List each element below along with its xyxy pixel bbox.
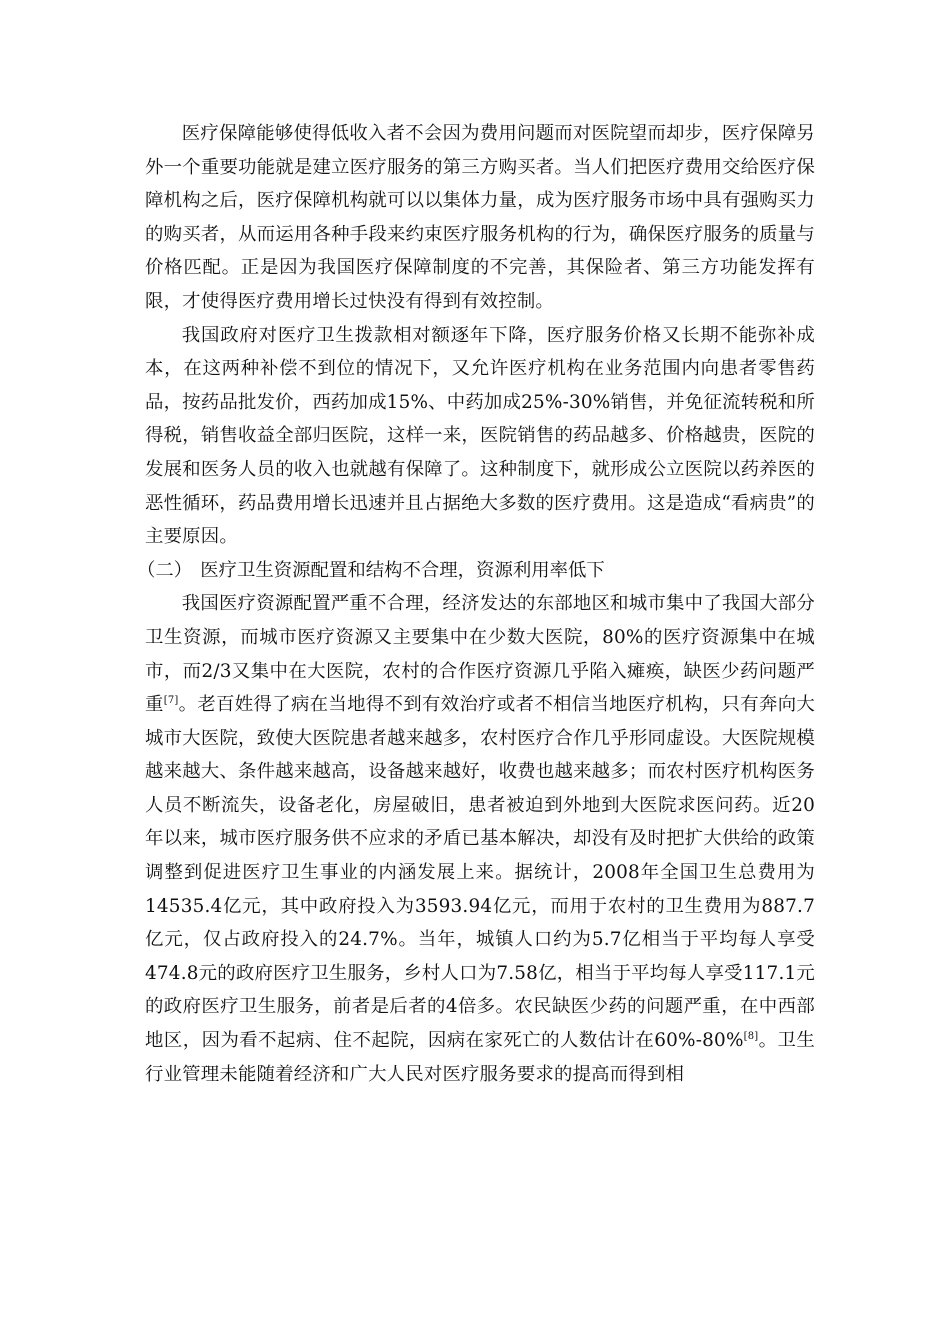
paragraph-text-part: 。卫生行业管理未能随着经济和广大人民对医疗服务要求的提高而得到相	[145, 1030, 815, 1085]
section-heading	[137, 554, 815, 588]
paragraph-resource-allocation	[145, 587, 815, 1091]
citation-ref: [7]	[163, 694, 179, 706]
paragraph-text-part: 。老百姓得了病在当地得不到有效治疗或者不相信当地医疗机构，只有奔向大城市大医院，致使大医院患者越来越多，农村医疗合作几乎形同虚设。大医院规模越来越大、条件越来越高，设备越来越好，收费也越来越多；而农村医疗机构医务人员不断流失，设备老化，房屋破旧，患者被迫到外地到大医院求医问药。近20年以来，城市医疗服务供不应求的矛盾已基本解决，却没有及时把扩大供给的政策调整到促进医疗卫生事业的内涵发展上来。据统计，2008年全国卫生总费用为14535.4亿元，其中政府投入为3593.94亿元，而用于农村的卫生费用为887.7亿元，仅占政府投入的24.7%。当年，城镇人口约为5.7亿相当于平均每人享受474.8元的政府医疗卫生服务，乡村人口为7.58亿，相当于平均每人享受117.1元的政府医疗卫生服务，前者是后者的4倍多。农民缺医少药的问题严重，在中西部地区，因为看不起病、住不起院，因病在家死亡的人数估计在60%-80%	[145, 694, 815, 1052]
paragraph-medical-insurance: 医疗保障能够使得低收入者不会因为费用问题而对医院望而却步，医疗保障另外一个重要功能就是建立医疗服务的第三方购买者。当人们把医疗费用交给医疗保障机构之后，医疗保障机构就可以以集体力量，成为医疗服务市场中具有强购买力的购买者，从而运用各种手段来约束医疗服务机构的行为，确保医疗服务的质量与价格匹配。正是因为我国医疗保障制度的不完善，其保险者、第三方功能发挥有限，才使得医疗费用增长过快没有得到有效控制。	[145, 123, 815, 312]
document-page	[137, 117, 815, 1091]
paragraph-text-part: 我国医疗资源配置严重不合理，经济发达的东部地区和城市集中了我国大部分卫生资源，而城市医疗资源又主要集中在少数大医院，80%的医疗资源集中在城市，而2/3又集中在大医院，农村的合作医疗资源几乎陷入瘫痪，缺医少药问题严重	[145, 593, 815, 716]
section-title: 医疗卫生资源配置和结构不合理，资源利用率低下	[200, 559, 605, 581]
citation-ref: [8]	[743, 1030, 759, 1042]
section-number: （二）	[137, 559, 193, 581]
paragraph-government-funding: 我国政府对医疗卫生拨款相对额逐年下降，医疗服务价格又长期不能弥补成本，在这两种补偿不到位的情况下，又允许医疗机构在业务范围内向患者零售药品，按药品批发价，西药加成15%、中药加成25%-30%销售，并免征流转税和所得税，销售收益全部归医院，这样一来，医院销售的药品越多、价格越贵，医院的发展和医务人员的收入也就越有保障了。这种制度下，就形成公立医院以药养医的恶性循环，药品费用增长迅速并且占据绝大多数的医疗费用。这是造成“看病贵”的主要原因。	[145, 324, 815, 548]
